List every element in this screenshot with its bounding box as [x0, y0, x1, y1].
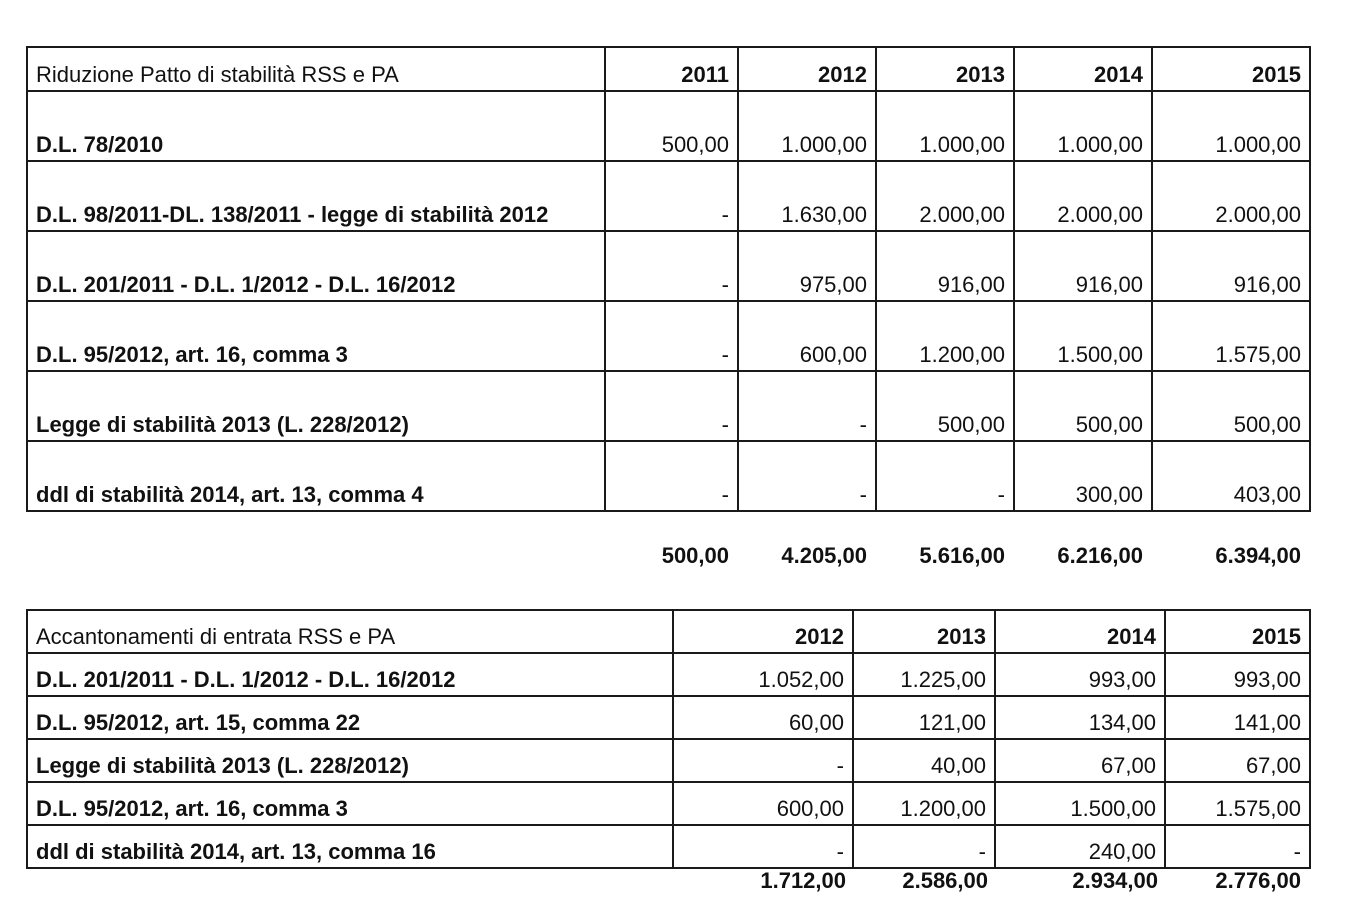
cell-value: 141,00: [1165, 696, 1310, 739]
row-label: ddl di stabilità 2014, art. 13, comma 4: [27, 441, 605, 511]
table-row: [27, 696, 1310, 739]
table-header-row: [27, 610, 1310, 653]
row-label: D.L. 201/2011 - D.L. 1/2012 - D.L. 16/2012: [27, 231, 605, 301]
cell-value: 1.200,00: [876, 301, 1014, 371]
total-value: 2.586,00: [902, 868, 988, 893]
cell-value: -: [673, 825, 853, 868]
cell-value: 975,00: [738, 231, 876, 301]
year-header: 2013: [876, 47, 1014, 91]
cell-value: 67,00: [995, 739, 1165, 782]
cell-value: 916,00: [1014, 231, 1152, 301]
cell-value: 2.000,00: [1152, 161, 1310, 231]
accantonamenti-table: [26, 609, 1311, 869]
table-row: [27, 825, 1310, 868]
cell-value: 500,00: [1152, 371, 1310, 441]
year-header: 2012: [673, 610, 853, 653]
table-row: [27, 231, 1310, 301]
cell-value: 1.575,00: [1152, 301, 1310, 371]
cell-value: 500,00: [605, 91, 738, 161]
row-label: D.L. 95/2012, art. 15, comma 22: [27, 696, 673, 739]
cell-value: 121,00: [853, 696, 995, 739]
cell-value: 500,00: [1014, 371, 1152, 441]
cell-value: 1.000,00: [1014, 91, 1152, 161]
total-value: 5.616,00: [919, 543, 1005, 568]
cell-value: 1.000,00: [738, 91, 876, 161]
cell-value: -: [853, 825, 995, 868]
total-value: 6.216,00: [1057, 543, 1143, 568]
total-value: 4.205,00: [781, 543, 867, 568]
total-value: 6.394,00: [1215, 543, 1301, 568]
cell-value: 916,00: [1152, 231, 1310, 301]
total-value: 1.712,00: [760, 868, 846, 893]
cell-value: 134,00: [995, 696, 1165, 739]
table-row: [27, 301, 1310, 371]
cell-value: 993,00: [1165, 653, 1310, 696]
cell-value: 916,00: [876, 231, 1014, 301]
table-title: Riduzione Patto di stabilità RSS e PA: [27, 47, 605, 91]
cell-value: 1.000,00: [1152, 91, 1310, 161]
cell-value: 403,00: [1152, 441, 1310, 511]
cell-value: -: [876, 441, 1014, 511]
cell-value: 1.225,00: [853, 653, 995, 696]
year-header: 2015: [1152, 47, 1310, 91]
cell-value: 40,00: [853, 739, 995, 782]
table-row: [27, 441, 1310, 511]
year-header: 2012: [738, 47, 876, 91]
cell-value: 300,00: [1014, 441, 1152, 511]
cell-value: 1.500,00: [995, 782, 1165, 825]
cell-value: -: [605, 301, 738, 371]
cell-value: 500,00: [876, 371, 1014, 441]
cell-value: 993,00: [995, 653, 1165, 696]
cell-value: -: [1165, 825, 1310, 868]
year-header: 2015: [1165, 610, 1310, 653]
year-header: 2014: [995, 610, 1165, 653]
cell-value: -: [738, 371, 876, 441]
table-row: [27, 161, 1310, 231]
year-header: 2011: [605, 47, 738, 91]
cell-value: 600,00: [738, 301, 876, 371]
total-value: 500,00: [661, 543, 729, 568]
table-row: [27, 653, 1310, 696]
cell-value: 1.575,00: [1165, 782, 1310, 825]
cell-value: 1.200,00: [853, 782, 995, 825]
cell-value: 600,00: [673, 782, 853, 825]
cell-value: 1.500,00: [1014, 301, 1152, 371]
total-value: 2.776,00: [1215, 868, 1301, 893]
row-label: ddl di stabilità 2014, art. 13, comma 16: [27, 825, 673, 868]
table-title: Accantonamenti di entrata RSS e PA: [27, 610, 673, 653]
row-label: D.L. 95/2012, art. 16, comma 3: [27, 301, 605, 371]
total-value: 2.934,00: [1072, 868, 1158, 893]
table-header-row: [27, 47, 1310, 91]
row-label: D.L. 98/2011-DL. 138/2011 - legge di stabilità 2012: [27, 161, 605, 231]
cell-value: -: [605, 441, 738, 511]
cell-value: 1.630,00: [738, 161, 876, 231]
year-header: 2013: [853, 610, 995, 653]
table-row: [27, 371, 1310, 441]
cell-value: 2.000,00: [876, 161, 1014, 231]
row-label: D.L. 95/2012, art. 16, comma 3: [27, 782, 673, 825]
cell-value: 67,00: [1165, 739, 1310, 782]
cell-value: -: [738, 441, 876, 511]
row-label: Legge di stabilità 2013 (L. 228/2012): [27, 739, 673, 782]
cell-value: 240,00: [995, 825, 1165, 868]
table-row: [27, 782, 1310, 825]
table-row: [27, 739, 1310, 782]
row-label: D.L. 78/2010: [27, 91, 605, 161]
row-label: D.L. 201/2011 - D.L. 1/2012 - D.L. 16/2012: [27, 653, 673, 696]
cell-value: 1.000,00: [876, 91, 1014, 161]
cell-value: -: [605, 231, 738, 301]
row-label: Legge di stabilità 2013 (L. 228/2012): [27, 371, 605, 441]
cell-value: 1.052,00: [673, 653, 853, 696]
year-header: 2014: [1014, 47, 1152, 91]
cell-value: 60,00: [673, 696, 853, 739]
cell-value: -: [605, 371, 738, 441]
cell-value: 2.000,00: [1014, 161, 1152, 231]
cell-value: -: [605, 161, 738, 231]
table-row: [27, 91, 1310, 161]
patto-stabilita-table: [26, 46, 1311, 512]
cell-value: -: [673, 739, 853, 782]
